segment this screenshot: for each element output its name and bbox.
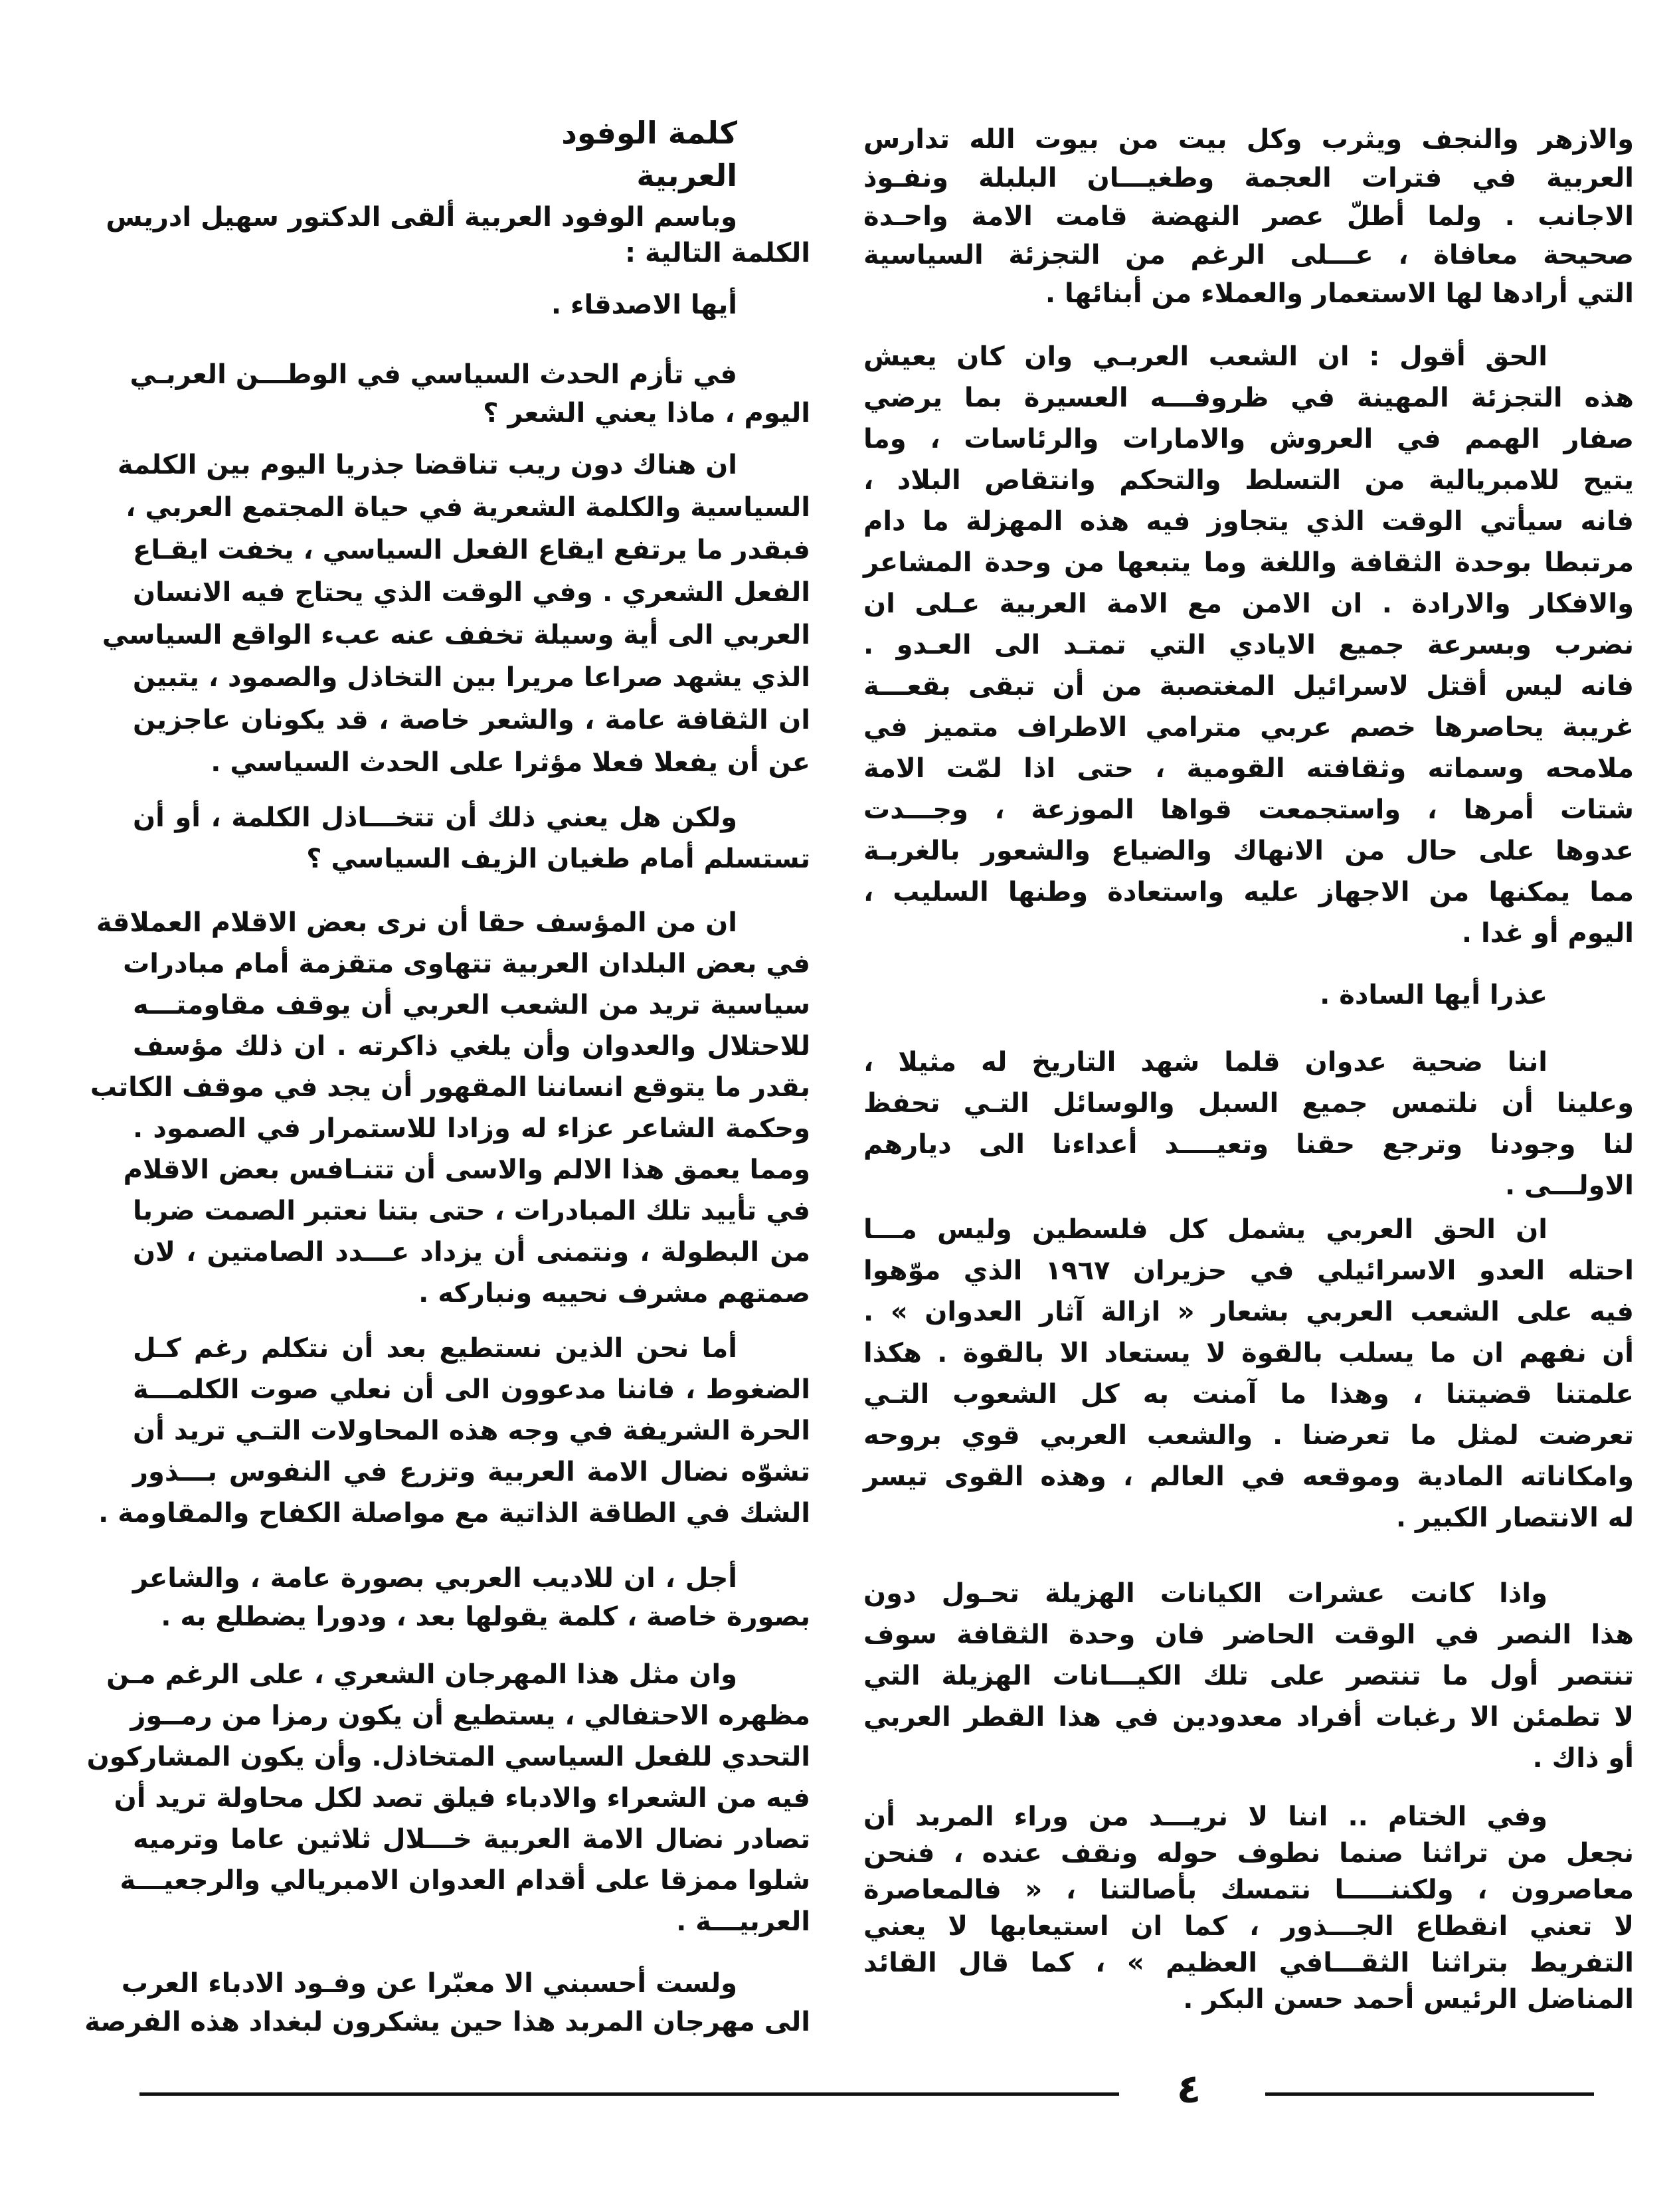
text-line: في بعض البلدان العربية تتهاوى متقزمة أمام مبادرات xyxy=(123,949,810,979)
text-line: وامكاناته المادية وموقعه في العالم ، وهذه القوى تيسر xyxy=(863,1461,1634,1492)
text-line: ان من المؤسف حقا أن نرى بعض الاقلام العملاقة xyxy=(96,907,737,938)
text-line: اننا ضحية عدوان قلما شهد التاريخ له مثيلا ، xyxy=(863,1047,1547,1077)
text-line: له الانتصار الكبير . xyxy=(1395,1503,1634,1533)
text-line: وعلينا أن نلتمس جميع السبل والوسائل التـي تحفظ xyxy=(863,1088,1634,1119)
paragraph-duty xyxy=(98,1328,810,1534)
text-line: غريبة يحاصرها خصم عربي مترامي الاطراف متميز في xyxy=(863,712,1634,743)
text-line: الاولـــى . xyxy=(1505,1170,1634,1201)
text-line: الى مهرجان المربد هذا حين يشكرون لبغداد هذه الفرصة xyxy=(84,2007,810,2037)
text-line: واذا كانت عشرات الكيانات الهزيلة تحـول دون xyxy=(863,1578,1547,1609)
text-line: في تأييد تلك المبادرات ، حتى بتنا نعتبر الصمت ضربا xyxy=(133,1196,810,1226)
text-line: تنتصر أول ما تنتصر على تلك الكيـــانات الهزيلة التي xyxy=(863,1661,1634,1691)
text-line: لنا وجودنا وترجع حقنا وتعيــــد أعداءنا الى ديارهم xyxy=(863,1129,1634,1160)
text-line: وحكمة الشاعر عزاء له وزادا للاستمرار في الصمود . xyxy=(133,1113,810,1144)
text-line: هذه التجزئة المهينة في ظروفـــه العسيرة بما يرضي xyxy=(863,383,1634,413)
paragraph-conclusion xyxy=(863,1799,1634,2018)
article-title: كلمة الوفود العربية xyxy=(561,115,737,193)
text-line: تستسلم أمام طغيان الزيف السياسي ؟ xyxy=(306,844,810,874)
text-line: فبقدر ما يرتفع ايقاع الفعل السياسي ، يخفت ايقـاع xyxy=(133,535,810,565)
text-line: ولكن هل يعني ذلك أن تتخـــاذل الكلمة ، أو أن xyxy=(133,802,737,833)
text-line: احتله العدو الاسرائيلي في حزيران ١٩٦٧ الذي موّهوا xyxy=(863,1255,1634,1286)
text-line: نضرب وبسرعة جميع الايادي التي تمتـد الى العـدو . xyxy=(863,630,1634,660)
paragraph-contradiction xyxy=(102,444,810,784)
text-line: وباسم الوفود العربية ألقى الدكتور سهيل ادريس xyxy=(106,202,737,232)
text-line: أيها الاصدقاء . xyxy=(551,290,737,320)
paragraph-victims xyxy=(863,1042,1634,1206)
text-line: الاجانب . ولما أطلّ عصر النهضة قامت الامة واحـدة xyxy=(863,201,1634,232)
text-line: شلوا ممزقا على أقدام العدوان الامبريالي والرجعيـــة xyxy=(120,1865,810,1896)
text-line: للاحتلال والعدوان وأن يلغي ذاكرته . ان ذلك مؤسف xyxy=(133,1031,810,1061)
text-line: الذي يشهد صراعا مريرا بين التخاذل والصمود ، يتبين xyxy=(132,662,810,693)
text-line: ومما يعمق هذا الالم والاسى أن تتنـافس بعض الاقلام xyxy=(123,1154,810,1185)
text-line: نجعل من تراثنا صنما نطوف حوله ونقف عنده ، فنحن xyxy=(863,1838,1634,1869)
paragraph-arab-right xyxy=(863,1209,1634,1538)
paragraph-thanks xyxy=(84,1964,810,2041)
text-line: اليوم ، ماذا يعني الشعر ؟ xyxy=(483,398,810,428)
text-line: عذرا أيها السادة . xyxy=(1320,980,1547,1010)
footer-rule-right xyxy=(1265,2092,1594,2096)
text-line: مظهره الاحتفالي ، يستطيع أن يكون رمزا من رمــوز xyxy=(130,1701,810,1731)
text-line: اليوم أو غدا . xyxy=(1461,918,1634,949)
text-line: المناضل الرئيس أحمد حسن البكر . xyxy=(1183,1984,1634,2015)
text-line: بقدر ما يتوقع انساننا المقهور أن يجد في موقف الكاتب xyxy=(90,1072,810,1103)
footer-rule-left xyxy=(139,2092,1119,2096)
text-line: ملامحه وسماته وثقافته القومية ، حتى اذا لمّت الامة xyxy=(863,753,1634,784)
text-line: صفار الهمم في العروش والامارات والرئاسات ، وما xyxy=(863,424,1634,454)
text-line: ان الثقافة عامة ، والشعر خاصة ، قد يكونان عاجزين xyxy=(133,705,810,735)
text-line: عن أن يفعلا فعلا مؤثرا على الحدث السياسي . xyxy=(211,747,810,778)
text-line: أما نحن الذين نستطيع بعد أن نتكلم رغم كـل xyxy=(133,1333,737,1364)
text-line: التحدي للفعل السياسي المتخاذل. وأن يكون المشاركون xyxy=(86,1742,810,1772)
text-line: بصورة خاصة ، كلمة يقولها بعد ، ودورا يضطلع به . xyxy=(161,1602,810,1632)
text-line: الفعل الشعري . وفي الوقت الذي يحتاج فيه الانسان xyxy=(133,577,810,608)
paragraph-continuation xyxy=(863,120,1634,313)
text-line: التفريط بتراثنا الثقـــافي العظيم » ، كما قال القائد xyxy=(863,1948,1634,1978)
paragraph-truth xyxy=(863,336,1634,954)
text-line: ان الحق العربي يشمل كل فلسطين وليس مـــا xyxy=(863,1214,1547,1245)
text-line: تصادر نضال الامة العربية خـــلال ثلاثين عاما وترميه xyxy=(133,1824,810,1855)
text-line: والازهر والنجف ويثرب وكل بيت من بيوت الله تدارس xyxy=(863,124,1634,155)
text-line: وفي الختام .. اننا لا نريـــد من وراء المربد أن xyxy=(863,1801,1547,1832)
text-line: العربيـــة . xyxy=(676,1906,810,1937)
text-line: تعرضت لمثل ما تعرضنا . والشعب العربي قوي بروحه xyxy=(863,1420,1634,1451)
text-line: تشوّه نضال الامة العربية وتزرع في النفوس بـــذور xyxy=(133,1457,810,1487)
text-line: شتات أمرها ، واستجمعت قواها الموزعة ، وجـــدت xyxy=(863,794,1634,825)
paragraph-regret xyxy=(90,902,810,1314)
text-line: سياسية تريد من الشعب العربي أن يوقف مقاومتـــه xyxy=(133,990,810,1020)
text-line: السياسية والكلمة الشعرية في حياة المجتمع العربي ، xyxy=(126,492,810,523)
text-line: يتيح للامبريالية من التسلط والتحكم وانتقاص البلاد ، xyxy=(863,465,1634,496)
text-line: هذا النصر في الوقت الحاضر فان وحدة الثقافة سوف xyxy=(863,1619,1634,1650)
text-line: الحرة الشريفة في وجه هذه المحاولات التـي تريد أن xyxy=(133,1416,810,1446)
paragraph-festival xyxy=(86,1654,810,1942)
text-line: الضغوط ، فاننا مدعوون الى أن نعلي صوت الكلمـــة xyxy=(133,1374,810,1405)
text-line: ولست أحسبني الا معبّرا عن وفـود الادباء العرب xyxy=(121,1968,737,1999)
paragraph-role xyxy=(133,1559,810,1636)
page-number: ٤ xyxy=(1176,2066,1201,2112)
text-line: فيه من الشعراء والادباء فيلق تصد لكل محاولة تريد أن xyxy=(114,1783,810,1813)
text-line: من البطولة ، ونتمنى أن يزداد عـــدد الصامتين ، لان xyxy=(133,1237,810,1267)
text-line: الحق أقول : ان الشعب العربـي وان كان يعيش xyxy=(863,341,1547,372)
text-line: صمتهم مشرف نحييه ونباركه . xyxy=(418,1278,810,1309)
text-line: أجل ، ان للاديب العربي بصورة عامة ، والشاعر xyxy=(133,1563,737,1594)
text-line: الشك في الطاقة الذاتية مع مواصلة الكفاح والمقاومة . xyxy=(98,1498,810,1528)
text-line: والافكار والارادة . ان الامن مع الامة العربية عـلى ان xyxy=(863,589,1634,619)
paragraph-question xyxy=(130,355,810,432)
text-line: لا تعني انقطاع الجـــذور ، كما ان استيعابها لا يعني xyxy=(863,1911,1634,1942)
text-line: فيه على الشعب العربي بشعار « ازالة آثار العدوان » . xyxy=(863,1297,1634,1327)
text-line: علمتنا قضيتنا ، وهذا ما آمنت به كل الشعوب التـي xyxy=(863,1379,1634,1410)
text-line: أن نفهم ان ما يسلب بالقوة لا يستعاد الا بالقوة . هكذا xyxy=(863,1338,1634,1368)
text-line: مرتبطا بوحدة الثقافة واللغة وما يتبعها من وحدة المشاعر xyxy=(863,547,1634,578)
paragraph-greeting xyxy=(133,284,810,325)
paragraph-entities xyxy=(863,1573,1634,1779)
text-line: عدوها على حال من الانهاك والضياع والشعور بالغربـة xyxy=(863,836,1634,866)
paragraph-intro xyxy=(106,199,810,271)
paragraph-surrender-question xyxy=(133,797,810,879)
text-line: التي أرادها لها الاستعمار والعملاء من أبنائها . xyxy=(1045,278,1634,309)
text-line: الكلمة التالية : xyxy=(625,238,810,268)
text-line: فانه سيأتي الوقت الذي يتجاوز فيه هذه المهزلة ما دام xyxy=(863,506,1634,537)
text-line: في تأزم الحدث السياسي في الوطـــن العربـي xyxy=(130,359,737,390)
text-line: فانه ليس أقتل لاسرائيل المغتصبة من أن تبقى بقعـــة xyxy=(863,671,1634,701)
text-line: صحيحة معافاة ، عـــلى الرغم من التجزئة السياسية xyxy=(863,240,1634,270)
text-line: أو ذاك . xyxy=(1532,1743,1634,1774)
text-line: لا تطمئن الا رغبات أفراد معدودين في هذا القطر العربي xyxy=(863,1702,1634,1732)
text-line: العربية في فترات العجمة وطغيـــان البلبلة ونفـوذ xyxy=(863,163,1634,193)
text-line: وان مثل هذا المهرجان الشعري ، على الرغم مـن xyxy=(106,1659,737,1690)
text-line: العربي الى أية وسيلة تخفف عنه عبء الواقع السياسي xyxy=(102,620,810,650)
text-line: مما يمكنها من الاجهاز عليه واستعادة وطنها السليب ، xyxy=(863,877,1634,907)
paragraph-apology xyxy=(863,974,1634,1016)
text-line: معاصرون ، ولكننـــــا نتمسك بأصالتنا ، « فالمعاصرة xyxy=(863,1875,1634,1905)
text-line: ان هناك دون ريب تناقضا جذريا اليوم بين الكلمة xyxy=(117,450,737,480)
